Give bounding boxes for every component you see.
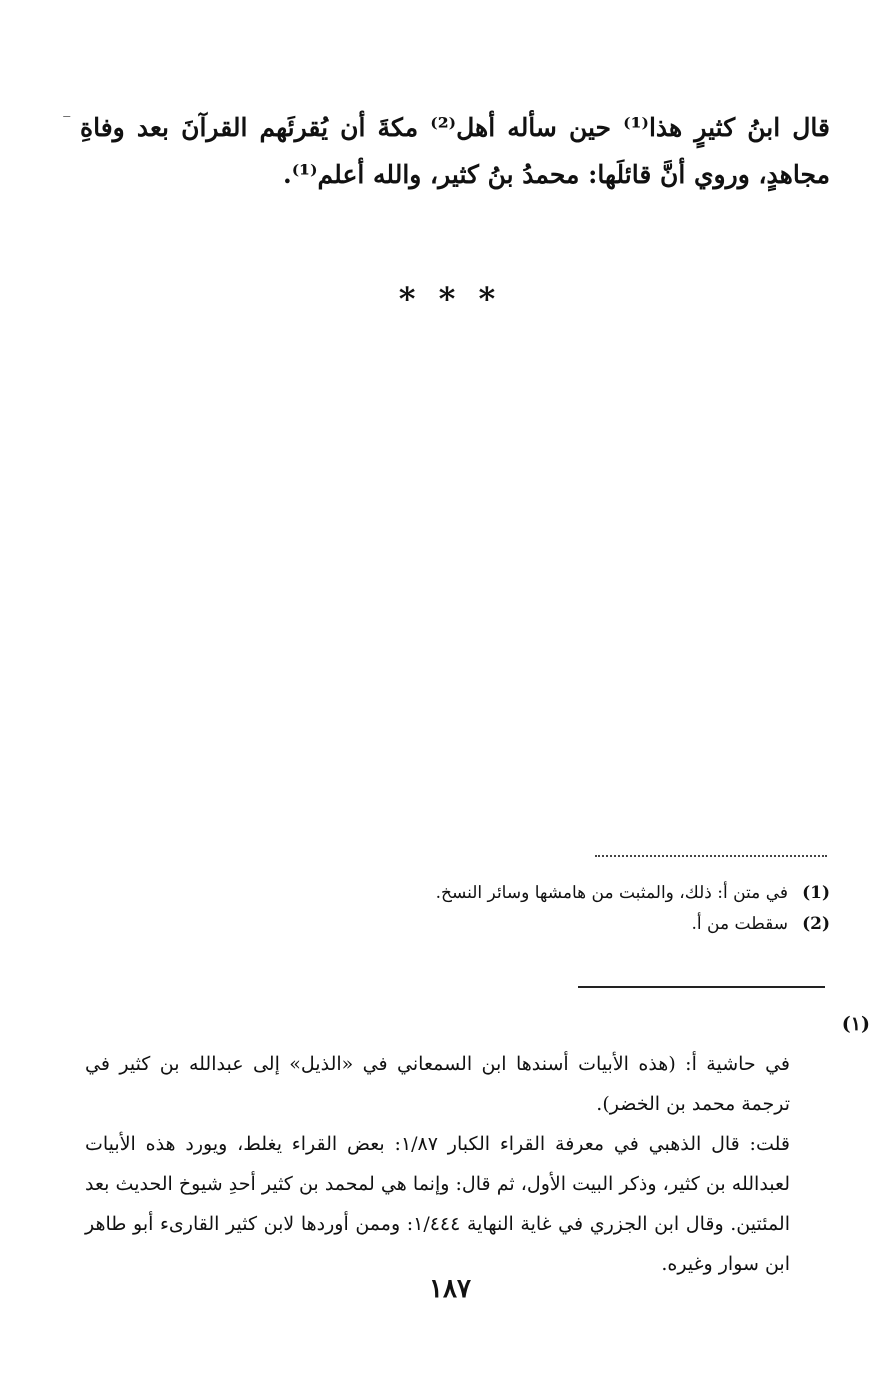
commentary-text-1: في حاشية أ: (هذه الأبيات أسندها ابن السمعاني في «الذيل» إلى عبدالله بن كثير في ترجمة محمد بن الخضر).	[85, 1053, 790, 1115]
commentary-paragraph-2: قلت: قال الذهبي في معرفة القراء الكبار ١/٨٧: بعض القراء يغلط، ويورد هذه الأبيات لعبدالله بن كثير، وذكر البيت الأول، ثم قال: وإنما هي لمحمد بن كثير أحدِ شيوخ الحديث بعد المئتين. وقال ابن الجزري في غاية النهاية ١/٤٤٤: وممن أوردها لابن كثير القارىء أبو طاهر ابن سوار وغيره.	[85, 1133, 790, 1275]
footnote-text: سقطت من أ.	[691, 914, 788, 934]
variant-footnote-2	[70, 909, 830, 940]
footnote-solid-rule	[578, 986, 825, 988]
commentary-number: (١)	[841, 1013, 870, 1035]
page-number: ١٨٧	[429, 1274, 471, 1304]
commentary-footnote	[85, 1004, 870, 1284]
footnote-number: (2)	[802, 914, 830, 934]
main-paragraph: قال ابنُ كثيرٍ هذا⁽¹⁾ حين سأله أهل⁽²⁾ مكةَ أن يُقرئَهم القرآنَ بعد وفاةِ مجاهدٍ، وروي أنَّ قائلَها: محمدُ بنُ كثير، والله أعلم⁽¹⁾.	[80, 113, 831, 189]
footnote-number: (1)	[802, 883, 830, 903]
footnote-dotted-rule	[595, 855, 827, 857]
variant-footnote-1	[70, 878, 830, 909]
footnote-text: في متن أ: ذلك، والمثبت من هامشها وسائر النسخ.	[435, 883, 788, 903]
variant-footnotes	[70, 878, 830, 940]
section-separator: * * *	[398, 280, 502, 318]
commentary-paragraph-1	[85, 1004, 870, 1124]
margin-mark: ⁻	[62, 110, 72, 131]
